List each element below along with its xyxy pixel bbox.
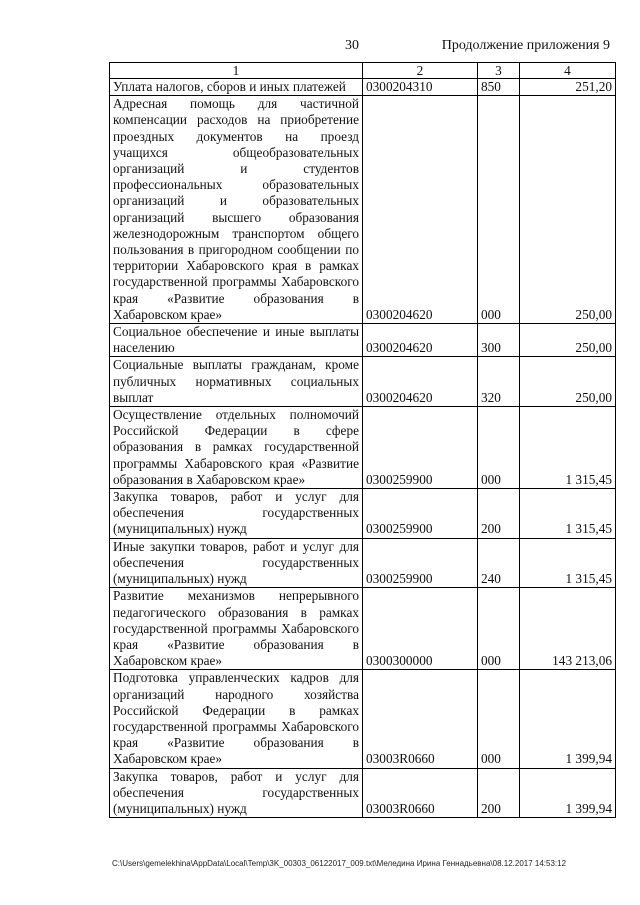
row-target-code: 0300259900 bbox=[363, 407, 478, 489]
table-row bbox=[110, 588, 616, 670]
row-expense-type: 000 bbox=[478, 588, 520, 670]
row-expense-type: 240 bbox=[478, 538, 520, 588]
budget-table bbox=[109, 62, 616, 818]
column-header-2: 2 bbox=[363, 63, 478, 79]
row-name: Закупка товаров, работ и услуг для обеспечения государственных (муниципальных) нужд bbox=[110, 489, 363, 539]
row-amount: 250,00 bbox=[520, 96, 616, 324]
row-amount: 250,00 bbox=[520, 324, 616, 357]
row-name: Иные закупки товаров, работ и услуг для обеспечения государственных (муниципальных) нужд bbox=[110, 538, 363, 588]
table-row bbox=[110, 407, 616, 489]
row-amount: 251,20 bbox=[520, 79, 616, 96]
row-name: Развитие механизмов непрерывного педагогического образования в рамках государственной программы Хабаровского края «Развитие образования в Хабаровском крае» bbox=[110, 588, 363, 670]
row-expense-type: 200 bbox=[478, 768, 520, 818]
table-row bbox=[110, 538, 616, 588]
table-row bbox=[110, 768, 616, 818]
row-target-code: 03003R0660 bbox=[363, 768, 478, 818]
row-amount: 1 315,45 bbox=[520, 489, 616, 539]
row-expense-type: 000 bbox=[478, 96, 520, 324]
column-header-4: 4 bbox=[520, 63, 616, 79]
table-row bbox=[110, 489, 616, 539]
row-amount: 1 399,94 bbox=[520, 670, 616, 768]
row-expense-type: 000 bbox=[478, 670, 520, 768]
row-amount: 143 213,06 bbox=[520, 588, 616, 670]
row-expense-type: 850 bbox=[478, 79, 520, 96]
row-target-code: 0300204620 bbox=[363, 357, 478, 407]
row-name: Закупка товаров, работ и услуг для обеспечения государственных (муниципальных) нужд bbox=[110, 768, 363, 818]
row-amount: 1 399,94 bbox=[520, 768, 616, 818]
row-target-code: 0300259900 bbox=[363, 489, 478, 539]
table-row bbox=[110, 96, 616, 324]
row-target-code: 0300300000 bbox=[363, 588, 478, 670]
row-name: Социальное обеспечение и иные выплаты населению bbox=[110, 324, 363, 357]
row-target-code: 03003R0660 bbox=[363, 670, 478, 768]
row-name: Подготовка управленческих кадров для организаций народного хозяйства Российской Федерации в рамках государственной программы Хабаровского края «Развитие образования в Хабаровском крае» bbox=[110, 670, 363, 768]
column-header-1: 1 bbox=[110, 63, 363, 79]
row-target-code: 0300259900 bbox=[363, 538, 478, 588]
table-row bbox=[110, 79, 616, 96]
row-expense-type: 300 bbox=[478, 324, 520, 357]
row-target-code: 0300204620 bbox=[363, 324, 478, 357]
row-expense-type: 000 bbox=[478, 407, 520, 489]
file-path-footer: C:\Users\gemelekhina\AppData\Local\Temp\3K_00303_06122017_009.txt\Меледина Ирина Геннадьевна\08.12.2017 14:53:12 bbox=[112, 859, 567, 868]
row-expense-type: 320 bbox=[478, 357, 520, 407]
row-name: Адресная помощь для частичной компенсации расходов на приобретение проездных документов на проезд учащихся общеобразовательных организаций и студентов профессиональных образовательных организаций и образовательных организаций высшего образования железнодорожным транспортом общего пользования в пригородном сообщении по территории Хабаровского края в рамках государственной программы Хабаровского края «Развитие образования в Хабаровском крае» bbox=[110, 96, 363, 324]
row-name: Уплата налогов, сборов и иных платежей bbox=[110, 79, 363, 96]
row-name: Социальные выплаты гражданам, кроме публичных нормативных социальных выплат bbox=[110, 357, 363, 407]
appendix-continuation-label: Продолжение приложения 9 bbox=[441, 38, 610, 53]
page-number: 30 bbox=[345, 38, 359, 53]
row-target-code: 0300204620 bbox=[363, 96, 478, 324]
row-amount: 1 315,45 bbox=[520, 538, 616, 588]
column-header-3: 3 bbox=[478, 63, 520, 79]
table-row bbox=[110, 670, 616, 768]
row-amount: 1 315,45 bbox=[520, 407, 616, 489]
row-name: Осуществление отдельных полномочий Российской Федерации в сфере образования в рамках государственной программы Хабаровского края «Развитие образования в Хабаровском крае» bbox=[110, 407, 363, 489]
table-row bbox=[110, 324, 616, 357]
table-row bbox=[110, 357, 616, 407]
table-header-row bbox=[110, 63, 616, 79]
row-expense-type: 200 bbox=[478, 489, 520, 539]
row-amount: 250,00 bbox=[520, 357, 616, 407]
row-target-code: 0300204310 bbox=[363, 79, 478, 96]
